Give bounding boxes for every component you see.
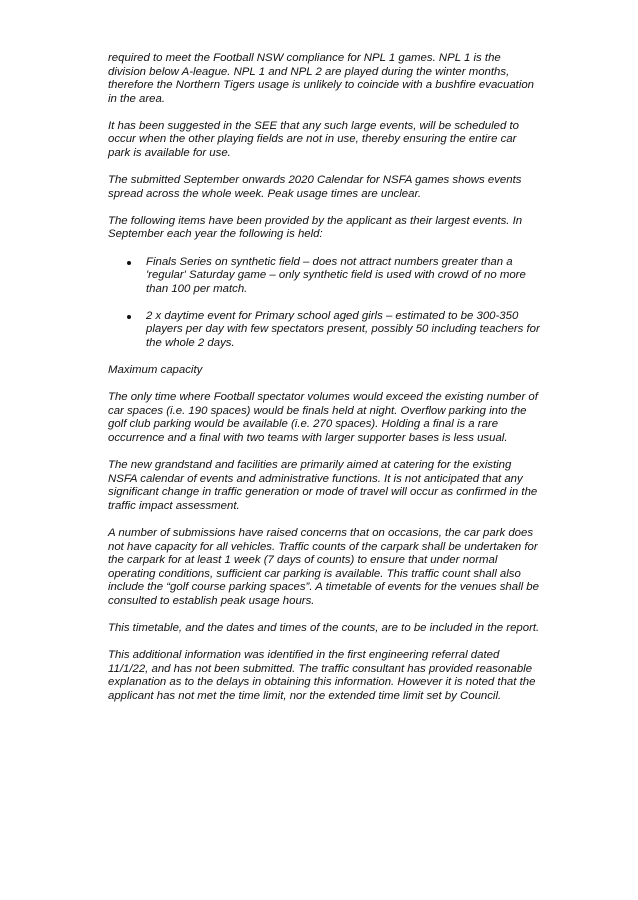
subheading-maximum-capacity: Maximum capacity bbox=[108, 364, 203, 377]
bullet-finals-series bbox=[108, 256, 540, 297]
events-bullet-list bbox=[108, 256, 540, 351]
paragraph-npl-compliance: required to meet the Football NSW compliance for NPL 1 games. NPL 1 is the division below A-league. NPL 1 and NPL 2 are played during the winter months, therefore the Northern Tigers usage is unlikely to coincide with a bushfire evacuation in the area. bbox=[108, 52, 535, 105]
paragraph-new-grandstand: The new grandstand and facilities are primarily aimed at catering for the existing NSFA calendar of events and administrative functions. It is not anticipated that any significant change in traffic generation or mode of travel will occur as confirmed in the traffic impact assessment. bbox=[108, 459, 538, 512]
bullet-dot-icon bbox=[127, 315, 131, 319]
paragraph-spectator-volumes: The only time where Football spectator volumes would exceed the existing number of car spaces (i.e. 190 spaces) would be finals held at night. Overflow parking into the golf club parking would be available (i.e. 270 spaces). Holding a final is a rare occurrence and a final with two teams with larger supporter bases is less usual. bbox=[108, 391, 538, 444]
paragraph-submissions-car-park: A number of submissions have raised concerns that on occasions, the car park does not have capacity for all vehicles. Traffic counts of the carpark shall be undertaken for the carpark for at least 1 week (7 days of counts) to ensure that under normal operating conditions, sufficient car parking is available. This traffic count shall also include the “golf course parking spaces”. A timetable of events for the venues shall be consulted to establish peak usage hours. bbox=[108, 526, 539, 607]
document-page bbox=[108, 52, 540, 717]
bullet-text: 2 x daytime event for Primary school aged girls – estimated to be 300-350 players per day with few spectators present, possibly 50 including teachers for the whole 2 days. bbox=[146, 309, 540, 349]
bullet-text: Finals Series on synthetic field – does not attract numbers greater than a 'regular' Saturday game – only synthetic field is used with crowd of no more than 100 per match. bbox=[146, 255, 526, 295]
paragraph-timetable: This timetable, and the dates and times of the counts, are to be included in the report. bbox=[108, 622, 540, 634]
paragraph-large-events-scheduling: It has been suggested in the SEE that any such large events, will be scheduled to occur when the other playing fields are not in use, thereby ensuring the entire car park is available for use. bbox=[108, 119, 519, 160]
paragraph-largest-events-intro: The following items have been provided by the applicant as their largest events. In September each year the following is held: bbox=[108, 214, 523, 241]
paragraph-calendar: The submitted September onwards 2020 Calendar for NSFA games shows events spread across the whole week. Peak usage times are unclear. bbox=[108, 174, 522, 200]
bullet-primary-school-event bbox=[108, 310, 540, 351]
bullet-dot-icon bbox=[127, 261, 131, 265]
paragraph-additional-information: This additional information was identified in the first engineering referral dated 11/1/22, and has not been submitted. The traffic consultant has provided reasonable explanation as to the delays in obtaining this information. However it is noted that the applicant has not met the time limit, nor the extended time limit set by Council. bbox=[108, 649, 536, 702]
